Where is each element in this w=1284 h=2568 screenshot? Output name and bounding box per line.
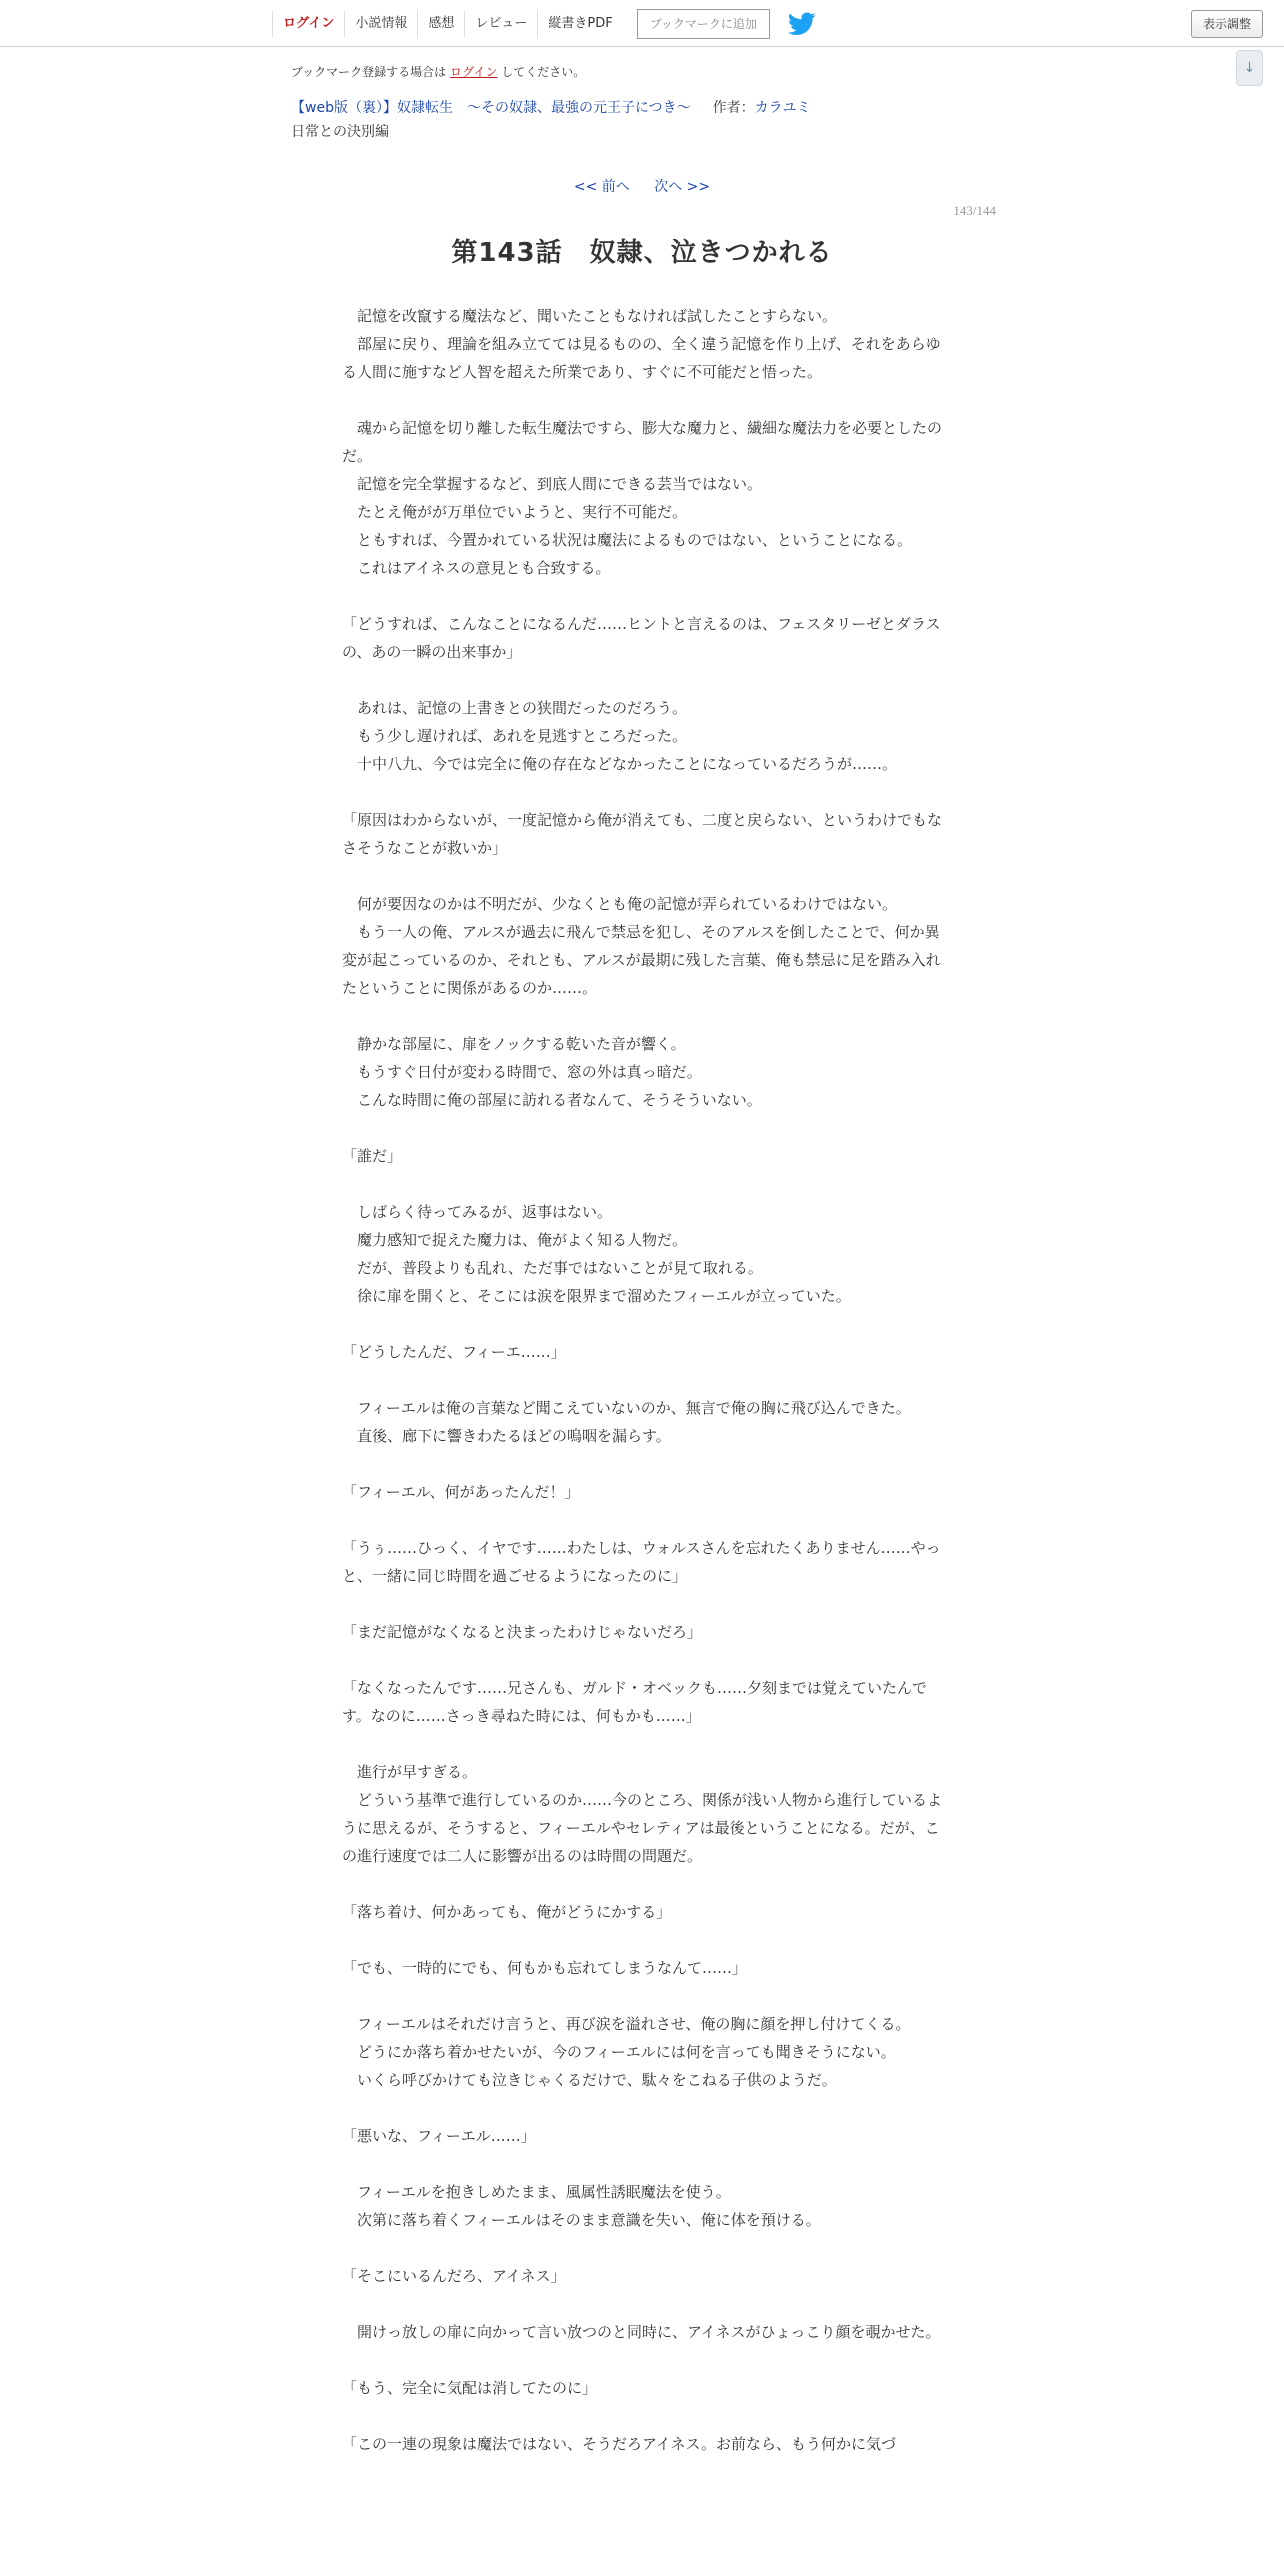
blank-line: [342, 2346, 942, 2374]
body-paragraph: フィーエルを抱きしめたまま、風属性誘眠魔法を使う。: [342, 2183, 731, 2201]
body-paragraph: 記憶を完全掌握するなど、到底人間にできる芸当ではない。: [342, 475, 763, 493]
body-paragraph: 「でも、一時的にでも、何もかも忘れてしまうなんて……」: [342, 1959, 748, 1977]
blank-line: [342, 1450, 942, 1478]
body-paragraph: たとえ俺がが万単位でいようと、実行不可能だ。: [342, 503, 688, 521]
body-paragraph: もう一人の俺、アルスが過去に飛んで禁忌を犯し、そのアルスを倒したことで、何か異変が起こっているのか、それとも、アルスが最期に残した言葉、俺も禁忌に足を踏み入れたということに関係があるのか……。: [342, 923, 941, 997]
body-paragraph: 直後、廊下に響きわたるほどの嗚咽を漏らす。: [342, 1427, 671, 1445]
blank-line: [342, 2234, 942, 2262]
blank-line: [342, 1366, 942, 1394]
body-paragraph: どうにか落ち着かせたいが、今のフィーエルには何を言っても聞きそうにない。: [342, 2043, 896, 2061]
nav-novel-info-link[interactable]: 小説情報: [344, 11, 417, 37]
author-label: 作者：: [712, 100, 755, 116]
body-paragraph: 魂から記憶を切り離した転生魔法ですら、膨大な魔力と、繊細な魔法力を必要としたのだ。: [342, 419, 943, 465]
blank-line: [342, 386, 942, 414]
body-paragraph: いくら呼びかけても泣きじゃくるだけで、駄々をこねる子供のようだ。: [342, 2071, 837, 2089]
blank-line: [342, 2402, 942, 2430]
body-paragraph: 「うぅ……ひっく、イヤです……わたしは、ウォルスさんを忘れたくありません……やっと、一緒に同じ時間を過ごせるようになったのに」: [342, 1539, 941, 1585]
body-paragraph: 進行が早すぎる。: [342, 1763, 478, 1781]
nav-login-link[interactable]: ログイン: [272, 11, 344, 37]
blank-line: [342, 1506, 942, 1534]
body-paragraph: 記憶を改竄する魔法など、聞いたこともなければ試したことすらない。: [342, 307, 838, 325]
blank-line: [342, 1926, 942, 1954]
blank-line: [342, 862, 942, 890]
blank-line: [342, 1114, 942, 1142]
body-paragraph: 十中八九、今では完全に俺の存在などなかったことになっているだろうが……。: [342, 755, 898, 773]
blank-line: [342, 2150, 942, 2178]
bookmark-login-notice: [291, 63, 585, 80]
body-paragraph: 「誰だ」: [342, 1147, 403, 1165]
body-paragraph: フィーエルは俺の言葉など聞こえていないのか、無言で俺の胸に飛び込んできた。: [342, 1399, 911, 1417]
body-paragraph: もう少し遅ければ、あれを見逃すところだった。: [342, 727, 688, 745]
main-nav: [272, 0, 816, 47]
bookmark-notice-text-pre: ブックマーク登録する場合は: [291, 65, 447, 79]
body-paragraph: 何が要因なのかは不明だが、少なくとも俺の記憶が弄られているわけではない。: [342, 895, 898, 913]
body-paragraph: 「落ち着け、何かあっても、俺がどうにかする」: [342, 1903, 672, 1921]
chapter-group-title: 日常との決別編: [291, 124, 389, 140]
blank-line: [342, 1310, 942, 1338]
nav-vertical-pdf-link[interactable]: 縦書きPDF: [537, 11, 622, 37]
blank-line: [342, 1590, 942, 1618]
body-paragraph: だが、普段よりも乱れ、ただ事ではないことが見て取れる。: [342, 1259, 763, 1277]
body-paragraph: 「原因はわからないが、一度記憶から俺が消えても、二度と戻らない、というわけでもなさそうなことが救いか」: [342, 811, 943, 857]
blank-line: [342, 1982, 942, 2010]
body-paragraph: 「この一連の現象は魔法ではない、そうだろアイネス。お前なら、もう何かに気づ: [342, 2435, 896, 2453]
nav-impressions-link[interactable]: 感想: [417, 11, 464, 37]
body-paragraph: 部屋に戻り、理論を組み立てては見るものの、全く違う記憶を作り上げ、それをあらゆる人間に施すなど人智を超えた所業であり、すぐに不可能だと悟った。: [342, 335, 941, 381]
body-paragraph: もうすぐ日付が変わる時間で、窓の外は真っ暗だ。: [342, 1063, 702, 1081]
body-paragraph: フィーエルはそれだけ言うと、再び涙を溢れさせ、俺の胸に顔を押し付けてくる。: [342, 2015, 911, 2033]
prev-chapter-link[interactable]: << 前へ: [573, 179, 630, 195]
page-count: 143/144: [953, 203, 996, 218]
blank-line: [342, 1730, 942, 1758]
body-paragraph: 魔力感知で捉えた魔力は、俺がよく知る人物だ。: [342, 1231, 688, 1249]
body-paragraph: 「フィーエル、何があったんだ！」: [342, 1483, 580, 1501]
blank-line: [342, 2094, 942, 2122]
body-paragraph: 静かな部屋に、扉をノックする乾いた音が響く。: [342, 1035, 686, 1053]
blank-line: [342, 2290, 942, 2318]
body-paragraph: こんな時間に俺の部屋に訪れる者なんて、そうそういない。: [342, 1091, 762, 1109]
twitter-bird-icon[interactable]: [788, 12, 816, 36]
body-paragraph: 「そこにいるんだろ、アイネス」: [342, 2267, 566, 2285]
body-paragraph: これはアイネスの意見とも合致する。: [342, 559, 611, 577]
display-settings-button[interactable]: 表示調整: [1191, 10, 1263, 38]
bookmark-notice-login-link[interactable]: ログイン: [450, 65, 498, 79]
body-paragraph: ともすれば、今置かれている状況は魔法によるものではない、ということになる。: [342, 531, 913, 549]
body-paragraph: あれは、記憶の上書きとの狭間だったのだろう。: [342, 699, 688, 717]
top-navigation-bar: [0, 0, 1284, 47]
series-title-link[interactable]: 【web版（裏）】奴隷転生 ～その奴隷、最強の元王子につき～: [291, 100, 691, 116]
body-paragraph: 「悪いな、フィーエル……」: [342, 2127, 536, 2145]
chapter-pager: [0, 176, 1284, 196]
blank-line: [342, 1170, 942, 1198]
body-paragraph: しばらく待ってみるが、返事はない。: [342, 1203, 613, 1221]
body-paragraph: 開けっ放しの扉に向かって言い放つのと同時に、アイネスがひょっこり顔を覗かせた。: [342, 2323, 941, 2341]
body-paragraph: 「もう、完全に気配は消してたのに」: [342, 2379, 598, 2397]
author-link[interactable]: カラユミ: [754, 100, 811, 116]
body-paragraph: 徐に扉を開くと、そこには涙を限界まで溜めたフィーエルが立っていた。: [342, 1287, 851, 1305]
bookmark-notice-text-post: してください。: [501, 65, 586, 79]
blank-line: [342, 1002, 942, 1030]
blank-line: [342, 1870, 942, 1898]
body-paragraph: 「なくなったんです……兄さんも、ガルド・オベックも……夕刻までは覚えていたんです。なのに……さっき尋ねた時には、何もかも……」: [342, 1679, 928, 1725]
nav-review-link[interactable]: レビュー: [464, 11, 537, 37]
scroll-down-arrow-icon[interactable]: ↓: [1236, 50, 1263, 86]
add-bookmark-button[interactable]: ブックマークに追加: [637, 9, 770, 39]
next-chapter-link[interactable]: 次へ >>: [654, 179, 711, 195]
series-info: [291, 97, 811, 117]
body-paragraph: 次第に落ち着くフィーエルはそのまま意識を失い、俺に体を預ける。: [342, 2211, 821, 2229]
body-paragraph: 「どうしたんだ、フィーエ……」: [342, 1343, 566, 1361]
body-paragraph: どういう基準で進行しているのか……今のところ、関係が浅い人物から進行しているように思えるが、そうすると、フィーエルやセレティアは最後ということになる。だが、この進行速度では二人に影響が出るのは時間の問題だ。: [342, 1791, 943, 1865]
body-paragraph: 「どうすれば、こんなことになるんだ……ヒントと言えるのは、フェスタリーゼとダラスの、あの一瞬の出来事か」: [342, 615, 941, 661]
blank-line: [342, 778, 942, 806]
blank-line: [342, 582, 942, 610]
blank-line: [342, 1646, 942, 1674]
body-paragraph: 「まだ記憶がなくなると決まったわけじゃないだろ」: [342, 1623, 703, 1641]
chapter-title: 第143話 奴隷、泣きつかれる: [451, 238, 833, 268]
blank-line: [342, 666, 942, 694]
novel-body: [342, 302, 942, 2458]
